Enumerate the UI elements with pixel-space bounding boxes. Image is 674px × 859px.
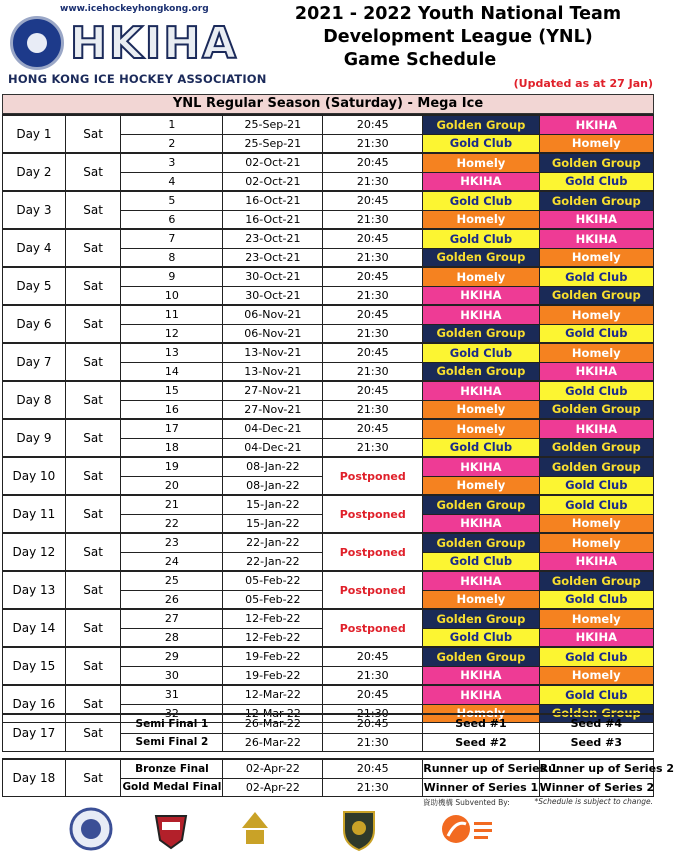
home-team: HKIHA: [423, 305, 539, 324]
weekday-label: Sat: [65, 153, 121, 191]
home-team: Gold Club: [423, 191, 539, 210]
game-time: 21:30: [323, 172, 423, 191]
game-number: 9: [121, 267, 223, 286]
away-team: Homely: [539, 609, 653, 628]
game-time: 21:30: [323, 134, 423, 153]
game-number: 3: [121, 153, 223, 172]
home-team: Gold Club: [423, 134, 539, 153]
home-team: HKIHA: [423, 457, 539, 476]
game-time: 20:45: [323, 714, 423, 733]
day-label: Day 1: [3, 115, 66, 153]
weekday-label: Sat: [65, 267, 121, 305]
table-row: [3, 343, 654, 362]
table-row: [3, 267, 654, 286]
weekday-label: Sat: [65, 571, 121, 609]
day-label: Day 14: [3, 609, 66, 647]
game-date: 12-Feb-22: [223, 628, 323, 647]
away-team: Golden Group: [539, 191, 653, 210]
table-row: [3, 305, 654, 324]
weekday-label: Sat: [65, 609, 121, 647]
home-team: Homely: [423, 210, 539, 229]
game-number: Bronze Final: [121, 759, 223, 778]
away-team: Golden Group: [539, 400, 653, 419]
away-team: Gold Club: [539, 647, 653, 666]
game-date: 08-Jan-22: [223, 457, 323, 476]
game-time: 20:45: [323, 759, 423, 778]
game-date: 25-Sep-21: [223, 115, 323, 134]
game-number: 30: [121, 666, 223, 685]
table-row: [3, 647, 654, 666]
away-team: Gold Club: [539, 172, 653, 191]
away-team: HKIHA: [539, 362, 653, 381]
home-team: Seed #1: [423, 714, 539, 733]
home-team: HKIHA: [423, 514, 539, 533]
game-date: 27-Nov-21: [223, 400, 323, 419]
away-team: Winner of Series 2: [539, 778, 653, 797]
hkiha-sponsor-logo: [68, 806, 114, 852]
home-team: Golden Group: [423, 362, 539, 381]
game-date: 06-Nov-21: [223, 324, 323, 343]
away-team: Golden Group: [539, 571, 653, 590]
day-label: Day 8: [3, 381, 66, 419]
away-team: Gold Club: [539, 685, 653, 704]
game-time: 21:30: [323, 666, 423, 685]
game-time: 21:30: [323, 778, 423, 797]
game-number: 27: [121, 609, 223, 628]
game-time: 21:30: [323, 324, 423, 343]
home-team: HKIHA: [423, 286, 539, 305]
table-row: [3, 115, 654, 134]
golden-group-logo: [232, 806, 278, 852]
game-number: 15: [121, 381, 223, 400]
day-label: Day 18: [3, 759, 66, 797]
day-label: Day 15: [3, 647, 66, 685]
game-time: 20:45: [323, 153, 423, 172]
away-team: Golden Group: [539, 438, 653, 457]
weekday-label: Sat: [65, 229, 121, 267]
game-time: 21:30: [323, 248, 423, 267]
game-date: 12-Mar-22: [223, 685, 323, 704]
game-number: 26: [121, 590, 223, 609]
season-banner: YNL Regular Season (Saturday) - Mega Ice: [2, 94, 654, 114]
logo-wordmark: HKIHA: [70, 18, 239, 69]
weekday-label: Sat: [65, 647, 121, 685]
table-row: [3, 533, 654, 552]
game-date: 02-Apr-22: [223, 759, 323, 778]
game-number: 18: [121, 438, 223, 457]
game-date: 06-Nov-21: [223, 305, 323, 324]
postponed-label: Postponed: [323, 571, 423, 609]
game-number: 29: [121, 647, 223, 666]
website-url[interactable]: www.icehockeyhongkong.org: [60, 4, 209, 14]
updated-note: (Updated as at 27 Jan): [513, 77, 653, 90]
game-number: 12: [121, 324, 223, 343]
home-team: HKIHA: [423, 666, 539, 685]
home-team: Homely: [423, 476, 539, 495]
title-line-1: 2021 - 2022 Youth National Team: [294, 4, 622, 24]
home-team: Golden Group: [423, 248, 539, 267]
game-date: 26-Mar-22: [223, 714, 323, 733]
game-date: 15-Jan-22: [223, 495, 323, 514]
away-team: Homely: [539, 248, 653, 267]
spacer-cell: [3, 752, 654, 760]
home-team: Homely: [423, 153, 539, 172]
game-time: 20:45: [323, 229, 423, 248]
game-date: 30-Oct-21: [223, 286, 323, 305]
association-name: HONG KONG ICE HOCKEY ASSOCIATION: [8, 72, 267, 86]
away-team: HKIHA: [539, 229, 653, 248]
game-date: 04-Dec-21: [223, 438, 323, 457]
away-team: HKIHA: [539, 552, 653, 571]
home-team: Golden Group: [423, 115, 539, 134]
game-date: 16-Oct-21: [223, 210, 323, 229]
home-team: Golden Group: [423, 647, 539, 666]
game-time: 21:30: [323, 362, 423, 381]
game-number: 11: [121, 305, 223, 324]
game-date: 15-Jan-22: [223, 514, 323, 533]
game-date: 25-Sep-21: [223, 134, 323, 153]
home-team: HKIHA: [423, 571, 539, 590]
game-date: 27-Nov-21: [223, 381, 323, 400]
game-time: 20:45: [323, 191, 423, 210]
game-time: 20:45: [323, 647, 423, 666]
home-team: Winner of Series 1: [423, 778, 539, 797]
day-label: Day 13: [3, 571, 66, 609]
table-row: [3, 714, 654, 733]
game-number: 19: [121, 457, 223, 476]
game-date: 04-Dec-21: [223, 419, 323, 438]
day-label: Day 4: [3, 229, 66, 267]
association-seal-icon: [10, 16, 64, 70]
game-time: 21:30: [323, 704, 423, 723]
game-date: 02-Oct-21: [223, 172, 323, 191]
game-date: 22-Jan-22: [223, 552, 323, 571]
page-title: [262, 3, 654, 72]
shield-crest-logo: [336, 806, 382, 852]
game-time: 20:45: [323, 419, 423, 438]
weekday-label: Sat: [65, 714, 121, 752]
game-time: 21:30: [323, 210, 423, 229]
game-date: 16-Oct-21: [223, 191, 323, 210]
spacer-row: [3, 752, 654, 760]
game-number: 32: [121, 704, 223, 723]
game-number: 16: [121, 400, 223, 419]
game-date: 23-Oct-21: [223, 248, 323, 267]
hkiha-logo: [4, 2, 267, 88]
game-number: Semi Final 1: [121, 714, 223, 733]
table-row: [3, 495, 654, 514]
home-team: Golden Group: [423, 609, 539, 628]
day-label: Day 6: [3, 305, 66, 343]
day-label: Day 17: [3, 714, 66, 752]
game-number: 23: [121, 533, 223, 552]
away-team: Gold Club: [539, 324, 653, 343]
game-number: 22: [121, 514, 223, 533]
playoff-table: [2, 713, 674, 797]
game-number: 5: [121, 191, 223, 210]
home-team: Homely: [423, 419, 539, 438]
game-number: 21: [121, 495, 223, 514]
game-date: 13-Nov-21: [223, 362, 323, 381]
weekday-label: Sat: [65, 419, 121, 457]
home-team: HKIHA: [423, 381, 539, 400]
table-row: [3, 571, 654, 590]
game-date: 23-Oct-21: [223, 229, 323, 248]
title-line-3: Game Schedule: [343, 50, 497, 70]
game-date: 02-Apr-22: [223, 778, 323, 797]
away-team: Homely: [539, 666, 653, 685]
game-number: 1: [121, 115, 223, 134]
game-number: 14: [121, 362, 223, 381]
away-team: Homely: [539, 533, 653, 552]
game-time: 20:45: [323, 685, 423, 704]
away-team: Runner up of Series 2: [539, 759, 653, 778]
home-team: Runner up of Series 1: [423, 759, 539, 778]
day-label: Day 9: [3, 419, 66, 457]
home-team: HKIHA: [423, 172, 539, 191]
weekday-label: Sat: [65, 115, 121, 153]
weekday-label: Sat: [65, 533, 121, 571]
game-number: Semi Final 2: [121, 733, 223, 752]
away-team: Golden Group: [539, 457, 653, 476]
table-row: [3, 191, 654, 210]
game-number: 17: [121, 419, 223, 438]
home-team: Gold Club: [423, 438, 539, 457]
away-team: Gold Club: [539, 381, 653, 400]
day-label: Day 12: [3, 533, 66, 571]
day-label: Day 10: [3, 457, 66, 495]
away-team: Homely: [539, 514, 653, 533]
weekday-label: Sat: [65, 495, 121, 533]
game-date: 05-Feb-22: [223, 571, 323, 590]
game-time: 21:30: [323, 733, 423, 752]
game-time: 20:45: [323, 267, 423, 286]
away-team: Gold Club: [539, 590, 653, 609]
day-label: Day 3: [3, 191, 66, 229]
away-team: Golden Group: [539, 286, 653, 305]
weekday-label: Sat: [65, 305, 121, 343]
game-number: 25: [121, 571, 223, 590]
table-row: [3, 419, 654, 438]
day-label: Day 11: [3, 495, 66, 533]
game-time: 21:30: [323, 400, 423, 419]
game-number: 2: [121, 134, 223, 153]
away-team: Gold Club: [539, 495, 653, 514]
game-time: 20:45: [323, 115, 423, 134]
away-team: HKIHA: [539, 210, 653, 229]
weekday-label: Sat: [65, 343, 121, 381]
postponed-label: Postponed: [323, 609, 423, 647]
subvented-by-label: 資助機構 Subvented By:: [423, 798, 510, 807]
away-team: Golden Group: [539, 153, 653, 172]
lcsd-logo: [440, 806, 494, 852]
regular-season-table: [2, 114, 654, 723]
game-number: Gold Medal Final: [121, 778, 223, 797]
game-date: 13-Nov-21: [223, 343, 323, 362]
game-time: 21:30: [323, 286, 423, 305]
game-date: 19-Feb-22: [223, 647, 323, 666]
game-date: 02-Oct-21: [223, 153, 323, 172]
away-team: HKIHA: [539, 628, 653, 647]
table-row: [3, 153, 654, 172]
home-team: Seed #2: [423, 733, 539, 752]
game-number: 24: [121, 552, 223, 571]
weekday-label: Sat: [65, 191, 121, 229]
away-team: HKIHA: [539, 419, 653, 438]
game-date: 08-Jan-22: [223, 476, 323, 495]
home-team: Gold Club: [423, 343, 539, 362]
away-team: Gold Club: [539, 476, 653, 495]
game-date: 30-Oct-21: [223, 267, 323, 286]
home-team: Golden Group: [423, 533, 539, 552]
table-row: [3, 759, 654, 778]
away-team: Gold Club: [539, 267, 653, 286]
home-team: Gold Club: [423, 552, 539, 571]
game-time: 20:45: [323, 343, 423, 362]
home-team: Homely: [423, 400, 539, 419]
game-date: 05-Feb-22: [223, 590, 323, 609]
postponed-label: Postponed: [323, 533, 423, 571]
home-team: HKIHA: [423, 685, 539, 704]
away-team: Golden Group: [539, 704, 653, 723]
day-label: Day 2: [3, 153, 66, 191]
weekday-label: Sat: [65, 457, 121, 495]
table-row: [3, 229, 654, 248]
table-row: [3, 685, 654, 704]
game-number: 31: [121, 685, 223, 704]
table-row: [3, 457, 654, 476]
game-number: 8: [121, 248, 223, 267]
day-label: Day 16: [3, 685, 66, 723]
game-time: 20:45: [323, 381, 423, 400]
away-team: Homely: [539, 305, 653, 324]
home-team: Homely: [423, 704, 539, 723]
home-team: Homely: [423, 590, 539, 609]
schedule-note: *Schedule is subject to change.: [534, 797, 653, 806]
home-team: Gold Club: [423, 229, 539, 248]
postponed-label: Postponed: [323, 457, 423, 495]
postponed-label: Postponed: [323, 495, 423, 533]
day-label: Day 5: [3, 267, 66, 305]
game-number: 20: [121, 476, 223, 495]
away-team: Seed #3: [539, 733, 653, 752]
home-team: Golden Group: [423, 324, 539, 343]
game-number: 28: [121, 628, 223, 647]
home-team: Homely: [423, 267, 539, 286]
away-team: Seed #4: [539, 714, 653, 733]
game-date: 19-Feb-22: [223, 666, 323, 685]
title-line-2: Development League (YNL): [323, 27, 593, 47]
table-row: [3, 381, 654, 400]
game-number: 4: [121, 172, 223, 191]
weekday-label: Sat: [65, 381, 121, 419]
weekday-label: Sat: [65, 685, 121, 723]
game-time: 21:30: [323, 438, 423, 457]
game-number: 13: [121, 343, 223, 362]
home-team: Golden Group: [423, 495, 539, 514]
away-team: HKIHA: [539, 115, 653, 134]
table-row: [3, 609, 654, 628]
team-crest-logo: [148, 806, 194, 852]
game-time: 20:45: [323, 305, 423, 324]
game-number: 7: [121, 229, 223, 248]
game-date: 12-Mar-22: [223, 704, 323, 723]
away-team: Homely: [539, 134, 653, 153]
game-number: 6: [121, 210, 223, 229]
away-team: Homely: [539, 343, 653, 362]
game-number: 10: [121, 286, 223, 305]
home-team: Gold Club: [423, 628, 539, 647]
game-date: 26-Mar-22: [223, 733, 323, 752]
weekday-label: Sat: [65, 759, 121, 797]
game-date: 12-Feb-22: [223, 609, 323, 628]
game-date: 22-Jan-22: [223, 533, 323, 552]
day-label: Day 7: [3, 343, 66, 381]
